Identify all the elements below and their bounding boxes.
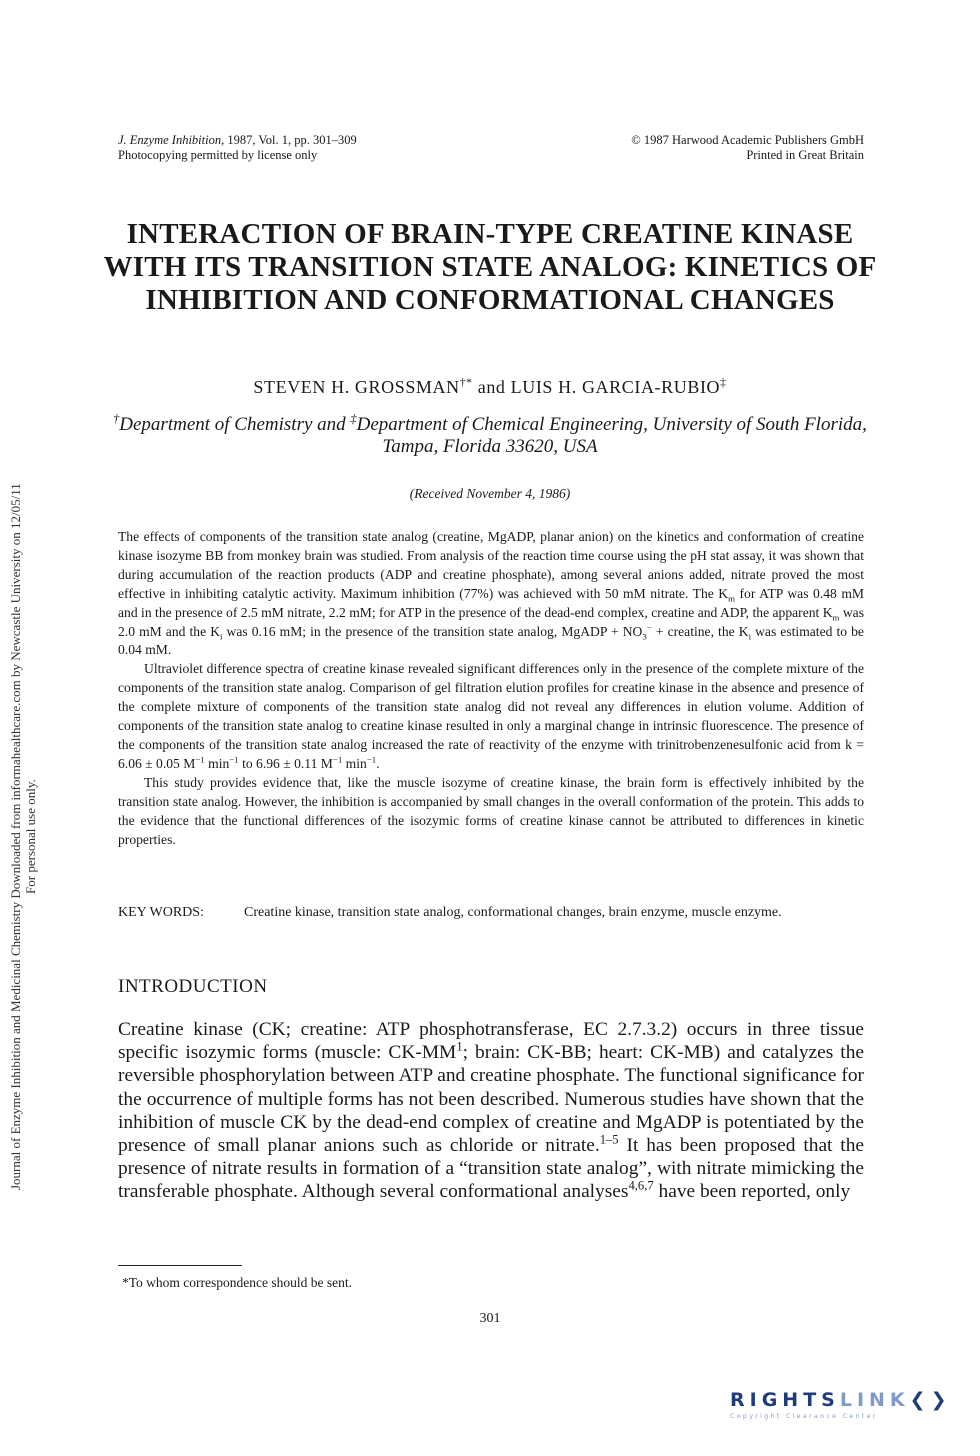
page-number: 301 (479, 1311, 501, 1326)
rightslink-tagline: Copyright Clearance Center (730, 1412, 878, 1420)
introduction-body (118, 1018, 864, 1204)
abstract-paragraph-2: Ultraviolet difference spectra of creatine kinase revealed significant differences only in the presence of the complete mixture of the components of the transition state analog. Comparison of gel filtration elution profiles for creatine kinase in the absence and presence of the complete mixture of components of the transition state analog did not reveal any differences in elution volume. Addition of components of the transition state analog to creatine kinase resulted in only a marginal change in intrinsic fluorescence. The presence of the components of the transition state analog increased the rate of reactivity of the enzyme with trinitrobenzenesulfonic acid from k = 6.06 ± 0.05 $M^{-1}$ $\min^{-1}$ to 6.96 ± 0.11 $M^{-1}$ $\min^{-1}$. (118, 661, 864, 771)
publisher-header (631, 133, 864, 163)
journal-name: J. Enzyme Inhibition, (118, 133, 225, 147)
author-1-marks: †* (459, 376, 473, 389)
rightslink-logo-light: LINK (839, 1389, 910, 1411)
abstract (118, 528, 864, 849)
citation-ref: 1–5 (599, 1132, 619, 1147)
download-notice (8, 483, 38, 1190)
abstract-paragraph-1: The effects of components of the transition state analog (creatine, MgADP, planar anion) on the kinetics and conformation of creatine kinase isozyme BB from monkey brain was studied. From analysis of the reaction time course using the pH stat assay, it was shown that during accumulation of the reaction products (ADP and creatine phosphate), among several anions added, nitrate proved the most effective in inhibiting catalytic activity. Maximum inhibition (77%) was achieved with 50 mM nitrate. The $K_m$ for ATP was 0.48 mM and in the presence of 2.5 mM nitrate, 2.2 mM; for ATP in the presence of the dead-end complex, creatine and ADP, the apparent $K_m$ was 2.0 mM and the $K_i$ was 0.16 mM; in the presence of the transition state analog, MgADP + $NO_3^-$ + creatine, the $K_i$ was estimated to be 0.04 mM. (118, 529, 864, 658)
author-conjunction: and (477, 377, 506, 397)
printed-notice: Printed in Great Britain (746, 148, 864, 162)
abstract-paragraph-3: This study provides evidence that, like the muscle isozyme of creatine kinase, the brain form is effectively inhibited by the transition state analog. However, the inhibition is accompanied by small changes in the overall conformation of the protein. This adds to the evidence that the functional differences of the isozymic forms of creatine kinase cannot be attributed to differences in kinetic properties. (118, 774, 864, 847)
rightslink-logo-dark: RIGHTS (730, 1389, 840, 1411)
download-notice-line1: Journal of Enzyme Inhibition and Medicinal Chemistry Downloaded from informahealthcare.com by Newcastle University on 12/05/11 (8, 483, 23, 1190)
journal-header (118, 133, 357, 163)
rightslink-logo (730, 1389, 960, 1429)
copyright-notice: © 1987 Harwood Academic Publishers GmbH (631, 133, 864, 147)
affil-mark-1: † (113, 411, 120, 426)
introduction-paragraph: Creatine kinase (CK; creatine: ATP phosphotransferase, EC 2.7.3.2) occurs in three tissue specific isozymic forms (muscle: $CK-MM^1$; brain: CK-BB; heart: CK-MB) and catalyzes the reversible phosphorylation between ATP and creatine phosphate. The functional significance for the occurrence of multiple forms has not been described. Numerous studies have shown that the inhibition of muscle CK by the dead-end complex of creatine and MgADP is potentiated by the presence of small planar anions such as chloride or nitrate.$^{1-5}$ It has been proposed that the presence of nitrate results in formation of a “transition state analog”, with nitrate mimicking the transferable phosphate. Although several conformational analyses$^{4,6,7}$ have been reported, only (118, 1019, 864, 1203)
author-2-marks: ‡ (720, 376, 727, 389)
citation-ref: 1 (456, 1039, 463, 1054)
keywords-label: KEY WORDS: (118, 905, 204, 920)
journal-citation: 1987, Vol. 1, pp. 301–309 (227, 133, 357, 147)
affil-mark-2: ‡ (350, 411, 357, 426)
received-date: (Received November 4, 1986) (409, 486, 571, 501)
keywords (118, 903, 864, 922)
author-line (100, 377, 880, 398)
author-1: STEVEN H. GROSSMAN (253, 377, 460, 397)
photocopy-notice: Photocopying permitted by license only (118, 148, 318, 162)
affil-dept-2: Department of Chemical Engineering, University of South Florida, Tampa, Florida 33620, USA (356, 414, 867, 457)
citation-ref: 4,6,7 (628, 1178, 654, 1193)
affiliation (110, 411, 870, 458)
paper-title: INTERACTION OF BRAIN-TYPE CREATINE KINASE WITH ITS TRANSITION STATE ANALOG: KINETICS OF INHIBITION AND CONFORMATIONAL CHANGES (103, 218, 877, 316)
section-heading-introduction: INTRODUCTION (118, 976, 268, 997)
rightslink-arrow-icon: ❮❯ (909, 1389, 952, 1411)
footnote: *To whom correspondence should be sent. (122, 1275, 353, 1290)
affil-dept-1: Department of Chemistry and (119, 414, 351, 435)
footnote-rule (118, 1265, 242, 1266)
keywords-text: Creatine kinase, transition state analog, conformational changes, brain enzyme, muscle enzyme. (244, 905, 782, 920)
author-2: LUIS H. GARCIA-RUBIO (510, 377, 721, 397)
download-notice-line2: For personal use only. (23, 779, 38, 894)
